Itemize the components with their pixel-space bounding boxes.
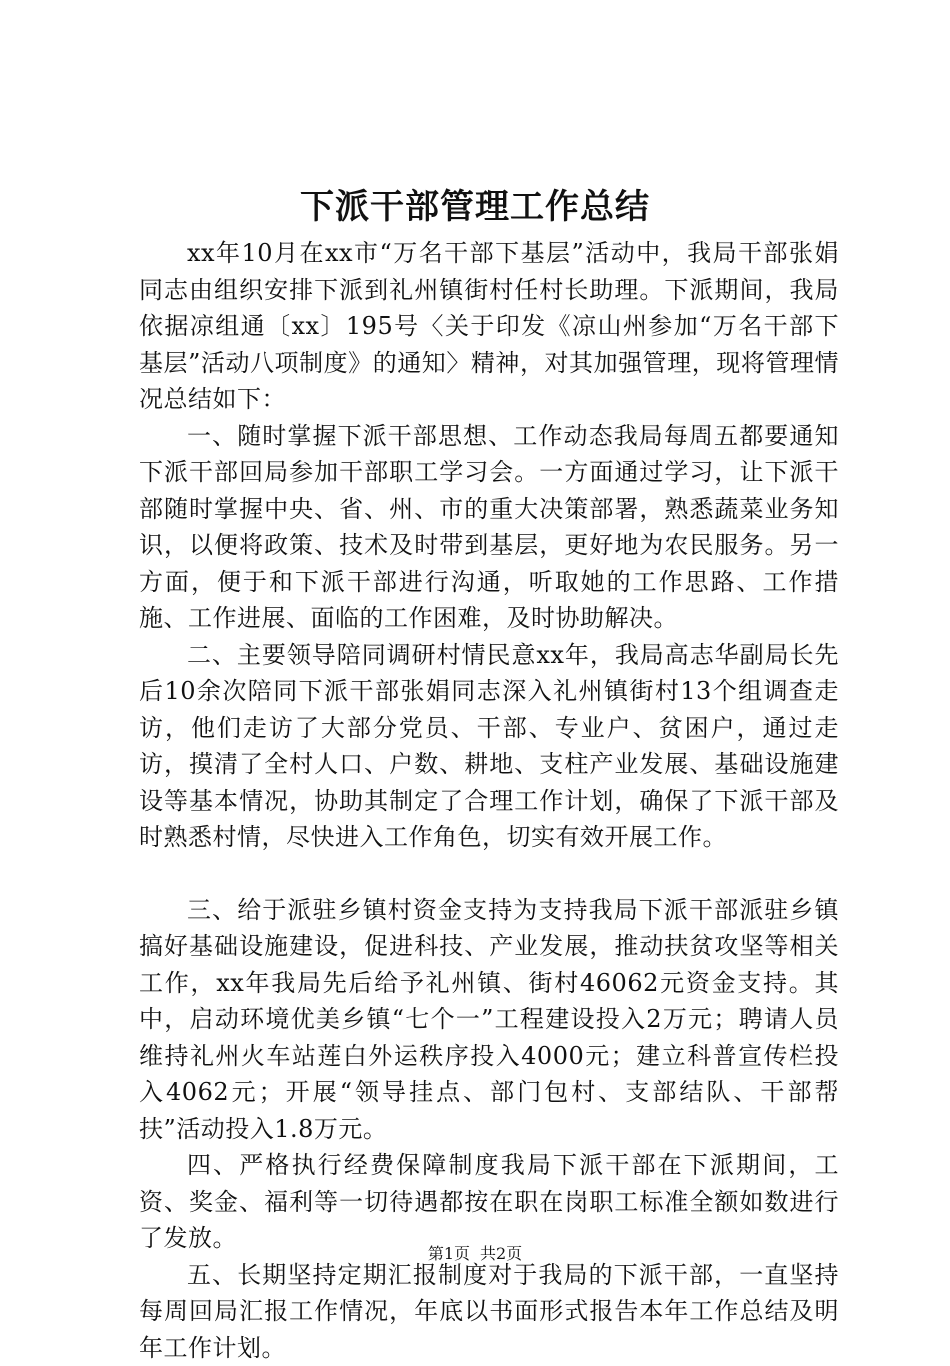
section-four-paragraph: 四、严格执行经费保障制度我局下派干部在下派期间，工资、奖金、福利等一切待遇都按在职在岗职工标准全额如数进行了发放。 [139,1147,839,1257]
section-two-paragraph: 二、主要领导陪同调研村情民意xx年，我局高志华副局长先后10余次陪同下派干部张娟同志深入礼州镇街村13个组调查走访，他们走访了大部分党员、干部、专业户、贫困户，通过走访，摸清了全村人口、户数、耕地、支柱产业发展、基础设施建设等基本情况，协助其制定了合理工作计划，确保了下派干部及时熟悉村情，尽快进入工作角色，切实有效开展工作。 [139,637,839,856]
section-three-paragraph: 三、给于派驻乡镇村资金支持为支持我局下派干部派驻乡镇搞好基础设施建设，促进科技、产业发展，推动扶贫攻坚等相关工作，xx年我局先后给予礼州镇、街村46062元资金支持。其中，启动环境优美乡镇“七个一”工程建设投入2万元；聘请人员维持礼州火车站莲白外运秩序投入4000元；建立科普宣传栏投入4062元；开展“领导挂点、部门包村、支部结队、干部帮扶”活动投入1.8万元。 [139,892,839,1148]
section-five-paragraph: 五、长期坚持定期汇报制度对于我局的下派干部，一直坚持每周回局汇报工作情况，年底以书面形式报告本年工作总结及明年工作计划。 [139,1257,839,1366]
intro-paragraph: xx年10月在xx市“万名干部下基层”活动中，我局干部张娟同志由组织安排下派到礼州镇街村任村长助理。下派期间，我局依据凉组通〔xx〕195号〈关于印发《凉山州参加“万名干部下基层”活动八项制度》的通知〉精神，对其加强管理，现将管理情况总结如下： [139,235,839,418]
page-number-total: 共2页 [480,1244,522,1263]
document-title: 下派干部管理工作总结 [0,183,950,231]
document-body [139,235,839,1366]
page-number-current: 第1页 [428,1244,470,1263]
page-footer [0,1243,950,1265]
section-one-paragraph: 一、随时掌握下派干部思想、工作动态我局每周五都要通知下派干部回局参加干部职工学习会。一方面通过学习，让下派干部随时掌握中央、省、州、市的重大决策部署，熟悉蔬菜业务知识，以便将政策、技术及时带到基层，更好地为农民服务。另一方面，便于和下派干部进行沟通，听取她的工作思路、工作措施、工作进展、面临的工作困难，及时协助解决。 [139,418,839,637]
